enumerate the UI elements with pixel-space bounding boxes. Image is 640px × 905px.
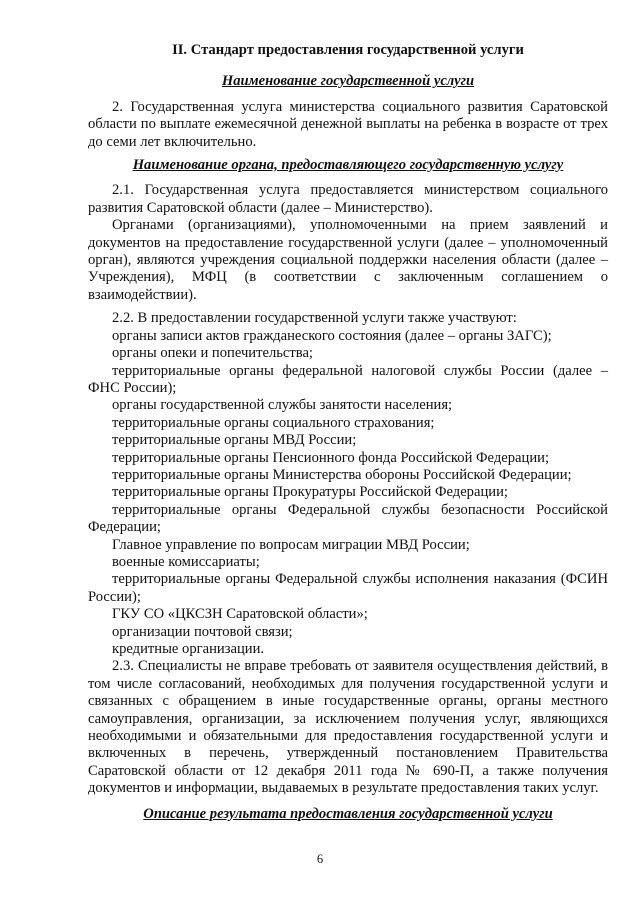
list-item: органы государственной службы занятости населения; [112, 397, 453, 414]
page-number: 6 [316, 852, 324, 866]
paragraph-2: 2. Государственная услуга министерства социального развития Саратовской области по выплате ежемесячной денежной выплаты на ребенка в возрасте от трех до семи лет включительно. [88, 98, 608, 150]
list-item: территориальные органы Федеральной службы безопасности Российской Федерации; [88, 501, 608, 536]
list-item: территориальные органы социального страхования; [112, 414, 435, 431]
list-item: организации почтовой связи; [112, 623, 293, 640]
list-item: Главное управление по вопросам миграции МВД России; [112, 536, 470, 553]
list-item: органы опеки и попечительства; [112, 345, 313, 362]
list-item: территориальные органы Пенсионного фонда Российской Федерации; [112, 449, 550, 466]
list-item: территориальные органы федеральной налоговой службы России (далее – ФНС России); [88, 362, 608, 396]
list-item: военные комиссариаты; [112, 553, 260, 570]
paragraph-2-3: 2.3. Специалисты не вправе требовать от заявителя осуществления действий, в том числе согласований, необходимых для получения государственной услуги и связанных с обращением в иные государственные органы, органы местного самоуправления, организации, за исключением получения услуг, являющихся необходимыми и обязательными для предоставления государственной услуги и включенных в перечень, утвержденный постановлением Правительства Саратовской области от 12 декабря 2011 года № 690-П, а также получения документов и информации, выдаваемых в результате предоставления таких услуг. [88, 658, 608, 797]
section-heading-result: Описание результата предоставления государственной услуги [143, 805, 553, 822]
paragraph-2-1: 2.1. Государственная услуга предоставляется министерством социального развития Саратовской области (далее – Министерство). [88, 182, 608, 216]
section-heading-service-name: Наименование государственной услуги [221, 73, 475, 90]
list-item: органы записи актов гражданеского состояния (далее – органы ЗАГС); [112, 327, 552, 344]
list-item: территориальные органы Прокуратуры Российской Федерации; [112, 484, 508, 501]
list-item: кредитные организации. [112, 641, 265, 657]
section-heading-providing-body: Наименование органа, предоставляющего государственную услугу [132, 157, 564, 174]
list-item: территориальные органы Министерства обороны Российской Федерации; [112, 466, 572, 483]
list-item: ГКУ СО «ЦКСЗН Саратовской области»; [112, 606, 368, 623]
paragraph-2-2: 2.2. В предоставлении государственной услуги также участвуют: [112, 310, 517, 327]
list-item: территориальные органы Федеральной службы исполнения наказания (ФСИН России); [88, 571, 608, 605]
paragraph-authorized-bodies: Органами (организациями), уполномоченными на прием заявлений и документов на предоставление государственной услуги (далее – уполномоченный орган), являются учреждения социальной поддержки населения области (далее – Учреждения), МФЦ (в соответствии с заключенным соглашением о взаимодействии). [88, 217, 608, 303]
list-item: территориальные органы МВД России; [112, 432, 357, 449]
document-page [88, 42, 608, 831]
document-title: II. Стандарт предоставления государственной услуги [172, 42, 524, 58]
